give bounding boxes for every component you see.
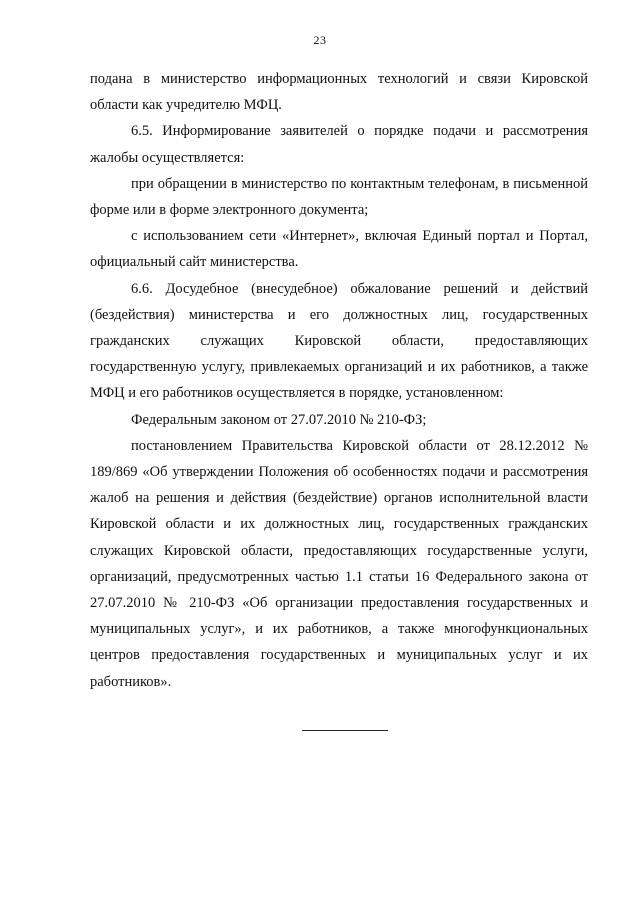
document-body [90, 66, 588, 695]
paragraph-government-resolution: постановлением Правительства Кировской области от 28.12.2012 № 189/869 «Об утверждении Положения об особенностях подачи и рассмотрения жалоб на решения и действия (бездействие) органов исполнительной власти Кировской области и их должностных лиц, государственных гражданских служащих Кировской области, предоставляющих государственные услуги, организаций, предусмотренных частью 1.1 статьи 16 Федерального закона от 27.07.2010 № 210-ФЗ «Об организации предоставления государственных и муниципальных услуг», и их работников, а также многофункциональных центров предоставления государственных и муниципальных услуг и их работников». [90, 437, 588, 690]
paragraph-6-5: 6.5. Информирование заявителей о порядке подачи и рассмотрения жалобы осуществляется: [90, 123, 588, 166]
paragraph-federal-law: Федеральным законом от 27.07.2010 № 210-ФЗ; [131, 411, 427, 428]
paragraph-phone-written: при обращении в министерство по контактным телефонам, в письменной форме или в форме электронного документа; [90, 175, 588, 219]
end-separator-line [302, 730, 388, 731]
paragraph-6-6: 6.6. Досудебное (внесудебное) обжалование решений и действий (бездействия) министерства и его должностных лиц, государственных гражданских служащих Кировской области, предоставляющих государственную услугу, привлекаемых организаций и их работников, а также МФЦ и его работников осуществляется в порядке, установленном: [90, 280, 588, 402]
page-number: 23 [313, 33, 327, 47]
paragraph-continuation: подана в министерство информационных технологий и связи Кировской области как учредителю МФЦ. [90, 71, 588, 114]
paragraph-internet: с использованием сети «Интернет», включая Единый портал и Портал, официальный сайт министерства. [90, 228, 588, 271]
